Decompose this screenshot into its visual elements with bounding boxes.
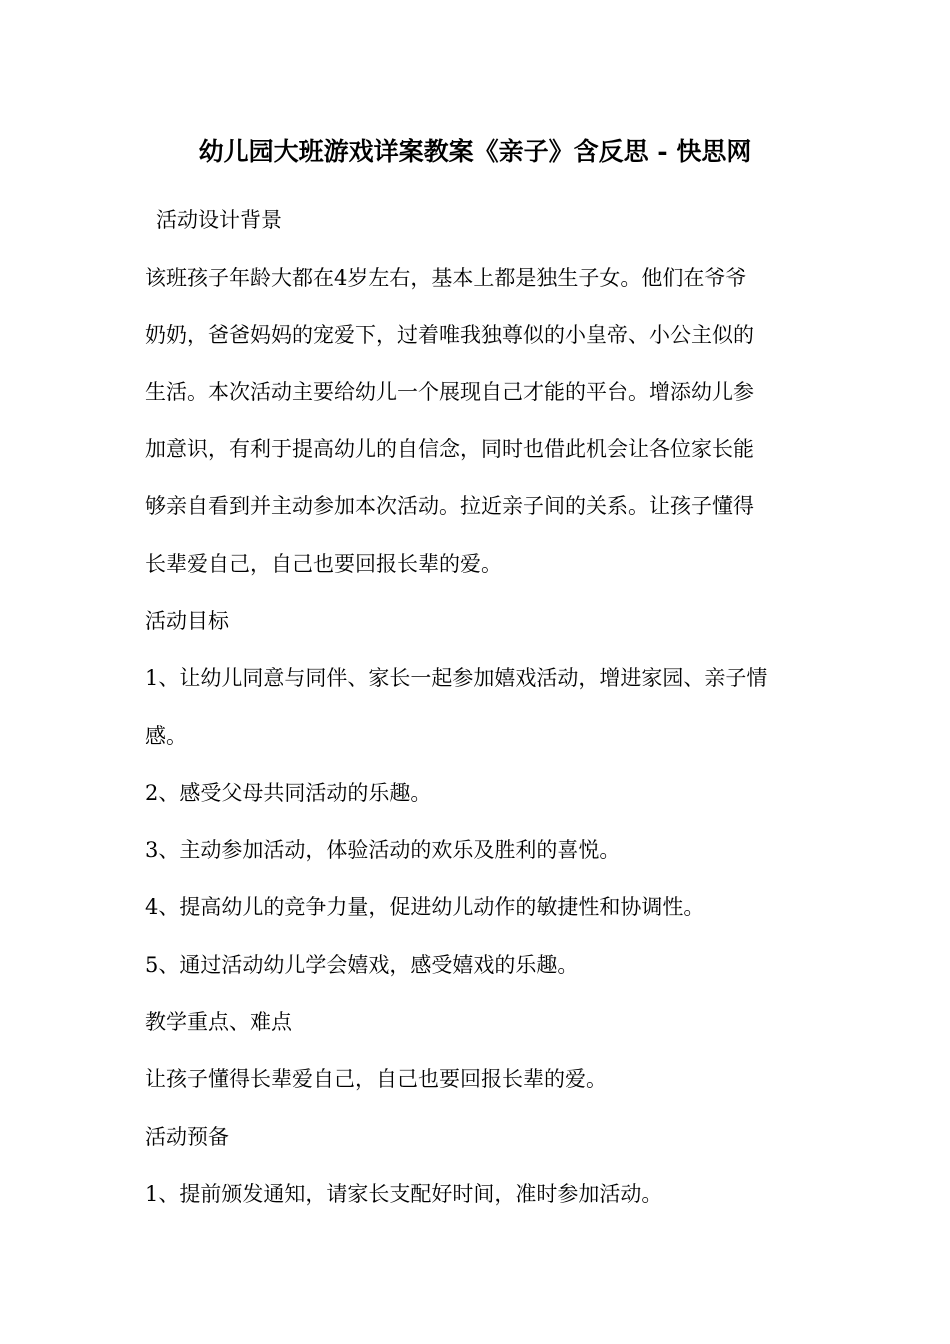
list-item: 1、让幼儿同意与同伴、家长一起参加嬉戏活动，增进家园、亲子情 — [145, 666, 768, 690]
paragraph-line: 生活。本次活动主要给幼儿一个展现自己才能的平台。增添幼儿参 — [145, 380, 754, 404]
list-item-continuation: 感。 — [145, 724, 187, 748]
paragraph-line: 该班孩子年龄大都在4岁左右，基本上都是独生子女。他们在爷爷 — [145, 266, 747, 290]
paragraph-line: 加意识，有利于提高幼儿的自信念，同时也借此机会让各位家长能 — [145, 437, 754, 461]
list-item: 5、通过活动幼儿学会嬉戏，感受嬉戏的乐趣。 — [145, 953, 579, 977]
list-item: 4、提高幼儿的竞争力量，促进幼儿动作的敏捷性和协调性。 — [145, 895, 705, 919]
paragraph-line: 让孩子懂得长辈爱自己，自己也要回报长辈的爱。 — [145, 1067, 607, 1091]
section-heading-key-points: 教学重点、难点 — [145, 1010, 292, 1034]
paragraph-line: 长辈爱自己，自己也要回报长辈的爱。 — [145, 552, 502, 576]
list-item: 2、感受父母共同活动的乐趣。 — [145, 781, 432, 805]
paragraph-line: 奶奶，爸爸妈妈的宠爱下，过着唯我独尊似的小皇帝、小公主似的 — [145, 323, 754, 347]
document-title: 幼儿园大班游戏详案教案《亲子》含反思 - 快思网 — [198, 137, 752, 166]
section-heading-goals: 活动目标 — [145, 609, 229, 633]
list-item: 1、提前颁发通知，请家长支配好时间，准时参加活动。 — [145, 1182, 663, 1206]
section-heading-background: 活动设计背景 — [156, 208, 282, 232]
list-item: 3、主动参加活动，体验活动的欢乐及胜利的喜悦。 — [145, 838, 621, 862]
section-heading-preparation: 活动预备 — [145, 1125, 229, 1149]
paragraph-line: 够亲自看到并主动参加本次活动。拉近亲子间的关系。让孩子懂得 — [145, 494, 754, 518]
